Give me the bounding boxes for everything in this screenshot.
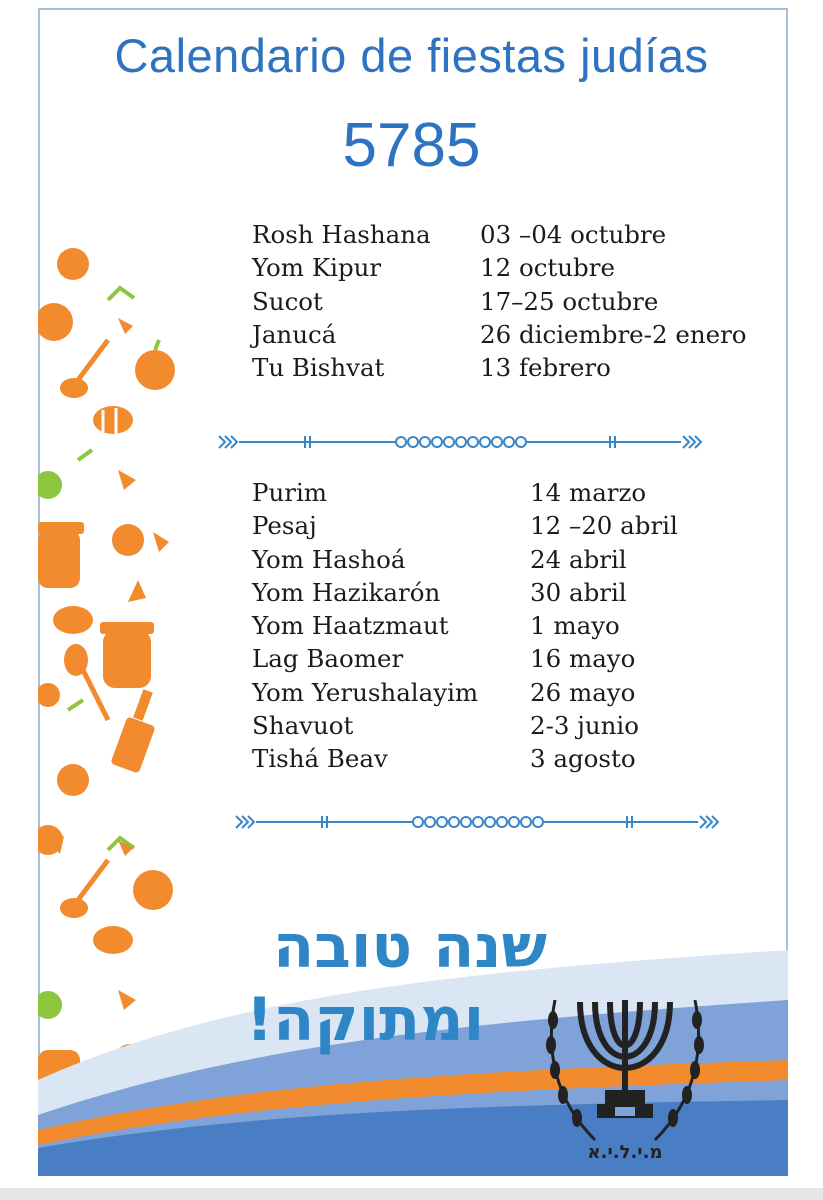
holiday-name: Yom Hashoá: [252, 544, 406, 574]
greeting-line-2: ומתוקה!: [245, 985, 485, 1055]
holiday-name: Yom Haatzmaut: [252, 611, 449, 641]
honey-jar-icon: [100, 622, 154, 688]
holiday-row: [252, 285, 747, 318]
holiday-name: Rosh Hashana: [252, 220, 431, 249]
greeting-line-1: שנה טובה: [273, 912, 547, 982]
honey-dipper-icon: [60, 340, 108, 398]
holiday-date: 26 mayo: [530, 677, 636, 707]
page-title: Calendario de fiestas judías: [114, 29, 709, 82]
bottle-icon: [110, 689, 155, 773]
holiday-name: Purim: [252, 478, 328, 507]
holiday-row: [252, 642, 678, 675]
fruit-slice-icon: [118, 318, 133, 334]
fall-holiday-list: [252, 218, 747, 384]
holiday-name: Pesaj: [252, 511, 317, 541]
honey-dipper-icon: [64, 644, 88, 676]
holiday-name: Janucá: [252, 319, 337, 349]
holiday-row: [252, 576, 678, 609]
holiday-date: 26 diciembre-2 enero: [480, 319, 747, 349]
hebrew-year: 5785: [342, 111, 481, 180]
holiday-date: 12 –20 abril: [530, 511, 678, 541]
emblem-caption: מ.י.ל.י.א: [587, 1142, 663, 1163]
holiday-date: 2-3 junio: [530, 711, 639, 741]
holiday-date: 3 agosto: [530, 744, 636, 774]
apple-icon: [133, 870, 173, 910]
holiday-row: [252, 218, 747, 251]
holiday-name: Lag Baomer: [252, 644, 404, 674]
holiday-name: Tu Bishvat: [252, 353, 385, 383]
bee-icon: [93, 406, 133, 434]
holiday-name: Sucot: [252, 286, 323, 316]
holiday-row: [252, 509, 678, 542]
holiday-date: 12 octubre: [480, 253, 615, 283]
ornamental-divider: [232, 810, 722, 834]
spring-holiday-list: [252, 476, 678, 776]
holiday-date: 17–25 octubre: [480, 286, 659, 316]
holiday-date: 13 febrero: [480, 353, 611, 383]
lime-icon: [38, 471, 62, 499]
holiday-row: [252, 351, 747, 384]
holiday-date: 24 abril: [530, 544, 627, 574]
holiday-date: 14 marzo: [530, 478, 647, 507]
holiday-date: 1 mayo: [530, 611, 620, 641]
holiday-date: 16 mayo: [530, 644, 636, 674]
holiday-row: [252, 709, 678, 742]
holiday-date: 30 abril: [530, 577, 627, 607]
holiday-name: Yom Yerushalayim: [252, 677, 479, 707]
holiday-date: 03 –04 octubre: [480, 220, 667, 249]
holiday-row: [252, 476, 678, 509]
holiday-name: Yom Kipur: [252, 253, 382, 283]
holiday-row: [252, 251, 747, 284]
bee-icon: [53, 606, 93, 634]
pomegranate-icon: [38, 248, 134, 341]
holiday-row: [252, 742, 678, 775]
ornamental-divider: [215, 430, 705, 454]
holiday-row: [252, 543, 678, 576]
holiday-name: Shavuot: [252, 711, 354, 741]
bottom-bar: [0, 1188, 823, 1200]
holiday-row: [252, 318, 747, 351]
holiday-name: Tishá Beav: [252, 744, 388, 774]
holiday-row: [252, 609, 678, 642]
holiday-name: Yom Hazikarón: [252, 577, 441, 607]
apple-icon: [135, 340, 175, 390]
honey-jar-icon: [38, 522, 84, 588]
holiday-row: [252, 676, 678, 709]
